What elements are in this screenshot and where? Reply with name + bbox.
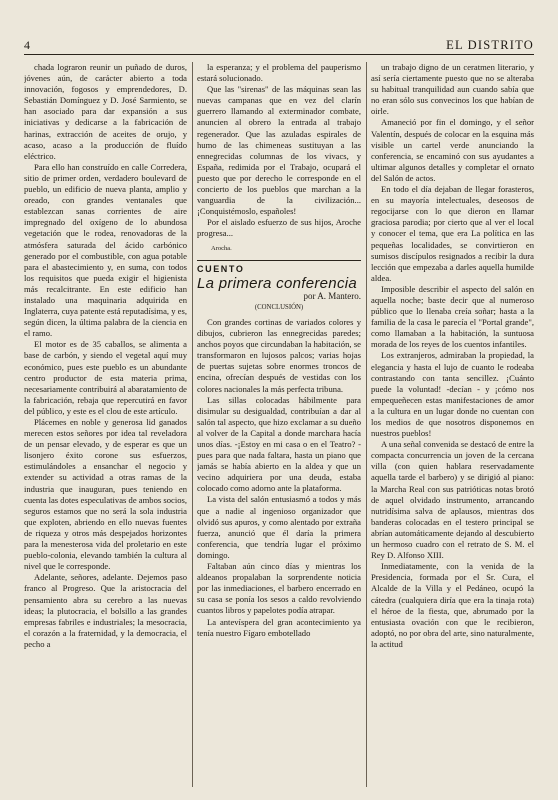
column-1	[24, 62, 187, 787]
paragraph: Plácemes en noble y generosa lid ganados merecen estos señores por idea tal reveladora de un pensar elevado, y de esperar es que un lisonjero éxito corone sus esfuerzos, estimulándoles a ensanchar el negocio y extender su actividad a otras ramas de la industria que inauguran, pues teniendo en cuenta las dotes especulativas de ambos socios, seguros estamos que no será la sola industria que exploten, abriendo en ello nuevas fuentes de riqueza y otros más despejados horizontes para la menesterosa vida del proletario en este pueblo-colonia, elevando también la cultura al nivel que le corresponde.	[24, 417, 187, 572]
paragraph: Inmediatamente, con la venida de la Presidencia, formada por el Sr. Cura, el Alcalde de la Villa y el Pedáneo, ocupó la cátedra (cualquiera diría que era la tinaja rota) el héroe de la fiesta, que, abrumado por la entusiasta ovación con que le recibieron, adoptó, no por obra del arte, sino naturalmente, la actitud	[371, 561, 534, 649]
paragraph: Faltaban aún cinco días y mientras los aldeanos propalaban la sorprendente noticia por las inmediaciones, el barbero encerrado en su casa se ponía los sesos a caldo revolviendo cuantos libros y papelotes podía atrapar.	[197, 561, 361, 616]
paragraph: Adelante, señores, adelante. Dejemos paso franco al Progreso. Que la aristocracia del pensamiento abra su cerebro a las nuevas ideas; la plutocracia, el bolsillo a las grandes empresas fabriles e industriales; la mesocracia, el corazón a la fraternidad, y la democracia, el pecho a	[24, 572, 187, 649]
text-columns	[24, 62, 534, 787]
paragraph: Que las "sirenas" de las máquinas sean las nuevas campanas que en vez del clarín guerrero llamando al exterminador combate, anuncien al obrero la entrada al trabajo regenerador. Que las azuladas espirales de humo de las chimeneas sustituyan a las ennegrecidas columnas de los vivacs, y España, redimida por el Trabajo, ocupará el puesto que por derecho le corresponde en el concierto de los pueblos que marchan a la vanguardia de la civilización... ¡Conquistémoslo, españoles!	[197, 84, 361, 217]
column-divider	[192, 62, 193, 787]
paragraph: Los extranjeros, admiraban la propiedad, la elegancia y hasta el lujo de cuanto le rodeaba contrastando con tanta sencillez. ¡Cuánto puede la voluntad! -decían - y ¡cómo nos empequeñecen estas manifestaciones de amor a la cultura en un lugar donde no cuentan con los medios de que nosotros disponemos en nuestros pueblos!	[371, 350, 534, 439]
column-2	[197, 62, 361, 787]
paragraph: La vista del salón entusiasmó a todos y más que a nadie al ingenioso organizador que olvidó sus apuros, y como alentado por extraña fuerza, anunció que él daría la primera conferencia, que tendría lugar el próximo domingo.	[197, 494, 361, 560]
column-divider	[366, 62, 367, 787]
page-number: 4	[24, 38, 30, 52]
paragraph: Las sillas colocadas hábilmente para disimular su desigualdad, contribuían a dar al salón tal aspecto, que hizo exclamar a su dueño al volver de la Capital a donde marchara hacía unos días. -¡Estoy en mi casa o en el Teatro? - pues para que nada faltara, hasta un piano que jamás se había abierto en la aldea y que un vecino adquiriera por una deuda, estaba colocado como adorno ante la plataforma.	[197, 394, 361, 494]
paragraph: Con grandes cortinas de variados colores y dibujos, cubrieron las ennegrecidas paredes; anchos poyos que circundaban la habitación, se transformaron en lujosos palcos; varias hojas de puertas sujetas sobre enormes troncos de encina, ofrecían después de vestidas con los colores nacionales la más perfecta tribuna.	[197, 316, 361, 394]
story-byline: por A. Mantero.	[303, 290, 361, 301]
paragraph: chada lograron reunir un puñado de duros, jóvenes aún, de carácter abierto a toda innovación, fogosos y emprendedores, D. Sebastián Domínguez y D. José Sarmiento, se han asociado para dar expansión a sus iniciativas y dedicarse a la fabricación de harinas, extracción de aceites de orujo, y acaso, acaso a la producción de fluído eléctrico.	[24, 62, 187, 161]
paragraph: Por el aislado esfuerzo de sus hijos, Aroche progresa...	[197, 217, 361, 239]
page-header	[24, 38, 534, 53]
section-label: CUENTO	[197, 263, 245, 274]
story-note: (CONCLUSIÓN)	[254, 303, 304, 311]
paragraph: un trabajo digno de un ceratmen literario, y así sería ciertamente puesto que no se alteraba su habitual tranquilidad aun cuando sabía que no eran sólo sus convecinos los que habían de oirle.	[371, 62, 534, 117]
story-separator	[197, 260, 361, 261]
paragraph: En todo el día dejaban de llegar forasteros, en su mayoría intelectuales, deseosos de regocijarse con lo que dieron en llamar graciosa parodia; por cierto que al ver el local y conocer el tema, que era La política en las pequeñas localidades, se convirtieron en sumisos discípulos resignados a recibir la dura lección que empezaba a darles aquella humilde aldea.	[371, 184, 534, 283]
paragraph: Para ello han construído en calle Corredera, sitio de primer orden, verdadero boulevard de pueblo, un edificio de nueva planta, amplio y oreado, con grandes ventanales que establezcan sanas corrientes de aire impregnado del oxígeno de lo abundosa vegetación que le rodea, renovadoras de la atmósfera saturada del ácido carbónico generado por el combustible, con agua potable para el abastecimiento y, en suma, con todos los requisitos que pueda exigir el higienista más recalcitrante. En este edificio han instalado una maquinaria adquirida en Inglaterra, cuya patente está reputadísima, y es, según dicen, la última palabra de la ciencia en el ramo.	[24, 161, 187, 339]
journal-name: EL DISTRITO	[446, 38, 534, 52]
paragraph: la esperanza; y el problema del pauperismo estará solucionado.	[197, 62, 361, 84]
column-3	[371, 62, 534, 787]
paragraph: Amaneció por fin el domingo, y el señor Valentín, después de colocar en la esquina más visible un cartel verde anunciando la conferencia, se encaminó con sus ayudantes a ultimar algunos detalles y completar el ornato del Salón de actos.	[371, 117, 534, 183]
paragraph: La antevíspera del gran acontecimiento ya tenía nuestro Fígaro embotellado	[197, 616, 361, 638]
paragraph: A una señal convenida se destacó de entre la compacta concurrencia un joven de la cercana villa (con quien hablara reservadamente aquella tarde el barbero) y se dirigió al piano: la Marcha Real con sus patrióticas notas brotó de aquel olvidado instrumento, arrancando nutridísima salva de aplausos, mientras dos banderas colocadas en el testero principal se abrían automáticamente dejando al descubierto un hermoso cuadro con el retrato de S. M. el Rey D. Alfonso XIII.	[371, 439, 534, 561]
paragraph: El motor es de 35 caballos, se alimenta a base de carbón, y siendo el vegetal aquí muy económico, pues este pueblo es un abundante centro productor de esta materia prima, necesariamente contribuirá al abaratamiento de la fabricación, rebaja que repercutirá en favor del público, y este es el clou de este artículo.	[24, 339, 187, 416]
article-signature: Arocha.	[211, 244, 232, 252]
header-rule	[24, 54, 534, 55]
story-title: La primera conferencia	[197, 274, 358, 292]
paragraph: Imposible describir el aspecto del salón en aquella noche; baste decir que al numeroso público que lo llenaba creía soñar; hasta a la familia de la casa le parecía el "Portal grande", como llamaban a la habitación, la suntuosa morada de los reyes de los cuentos infantiles.	[371, 283, 534, 350]
